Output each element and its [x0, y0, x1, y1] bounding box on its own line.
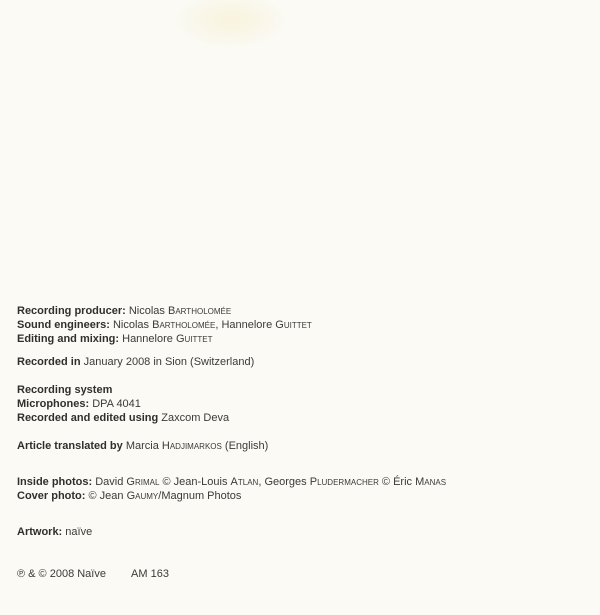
engineer2-last: Guittet: [275, 319, 312, 331]
photo1-last: Grimal: [126, 476, 160, 488]
engineer1-first: Nicolas: [112, 319, 150, 331]
engineer1-last: Bartholomée: [152, 319, 216, 331]
microphones-value: DPA 4041: [92, 398, 141, 410]
engineer2-first: Hannelore: [221, 319, 273, 331]
artwork-value: naïve: [65, 526, 93, 538]
credit-artwork: [17, 525, 587, 539]
credit-cover-photo: [17, 489, 587, 503]
engineers-label: Sound engineers:: [17, 319, 110, 331]
editing-last: Guittet: [175, 333, 213, 345]
photo2-last: Pludermacher: [309, 476, 379, 488]
catalog-number: AM 163: [131, 568, 169, 580]
producer-last: Bartholomée: [168, 305, 232, 317]
credit-system-title: [17, 383, 587, 397]
credit-translation: [17, 439, 587, 453]
background-glow: [170, 0, 290, 50]
cover-photo-last: Gaumy: [126, 490, 159, 502]
producer-first: Nicolas: [128, 305, 165, 317]
editing-first: Hannelore: [122, 333, 173, 345]
editing-label: Editing and mixing:: [17, 333, 120, 345]
translator-first: Marcia: [125, 440, 159, 452]
photo1-first: David: [95, 476, 124, 488]
recorded-edited-label: Recorded and edited using: [17, 412, 159, 424]
translation-note: (English): [224, 440, 269, 452]
photo-separator: ,: [258, 476, 262, 488]
credits-block: [17, 304, 587, 539]
translator-last: Hadjimarkos: [161, 440, 222, 452]
credit-producer: [17, 304, 587, 318]
engineer-separator: ,: [215, 319, 219, 331]
credit-recorded-edited: [17, 411, 587, 425]
credit-microphones: [17, 397, 587, 411]
credit-inside-photos: [17, 475, 587, 489]
recorded-in-label: Recorded in: [17, 356, 81, 368]
copyright-text: ℗ & © 2008 Naïve: [17, 568, 106, 580]
system-title: Recording system: [17, 384, 113, 396]
credit-editing: [17, 332, 587, 346]
photo2-copy-last: Manas: [415, 476, 447, 488]
photo2-first: Georges: [264, 476, 307, 488]
photo1-copy-last: Atlan: [230, 476, 259, 488]
credit-recorded-in: [17, 355, 587, 369]
microphones-label: Microphones:: [17, 398, 90, 410]
cover-photo-agency: /Magnum Photos: [158, 490, 242, 502]
producer-label: Recording producer:: [17, 305, 126, 317]
recorded-in-value: January 2008 in Sion (Switzerland): [83, 356, 255, 368]
recorded-edited-value: Zaxcom Deva: [161, 412, 230, 424]
inside-photos-label: Inside photos:: [17, 476, 93, 488]
translation-label: Article translated by: [17, 440, 123, 452]
photo1-copy: © Jean-Louis: [162, 476, 228, 488]
footer: [17, 567, 169, 581]
cover-photo-copy: © Jean: [88, 490, 124, 502]
credit-engineers: [17, 318, 587, 332]
cover-photo-label: Cover photo:: [17, 490, 86, 502]
photo2-copy: © Éric: [381, 476, 413, 488]
artwork-label: Artwork:: [17, 526, 63, 538]
